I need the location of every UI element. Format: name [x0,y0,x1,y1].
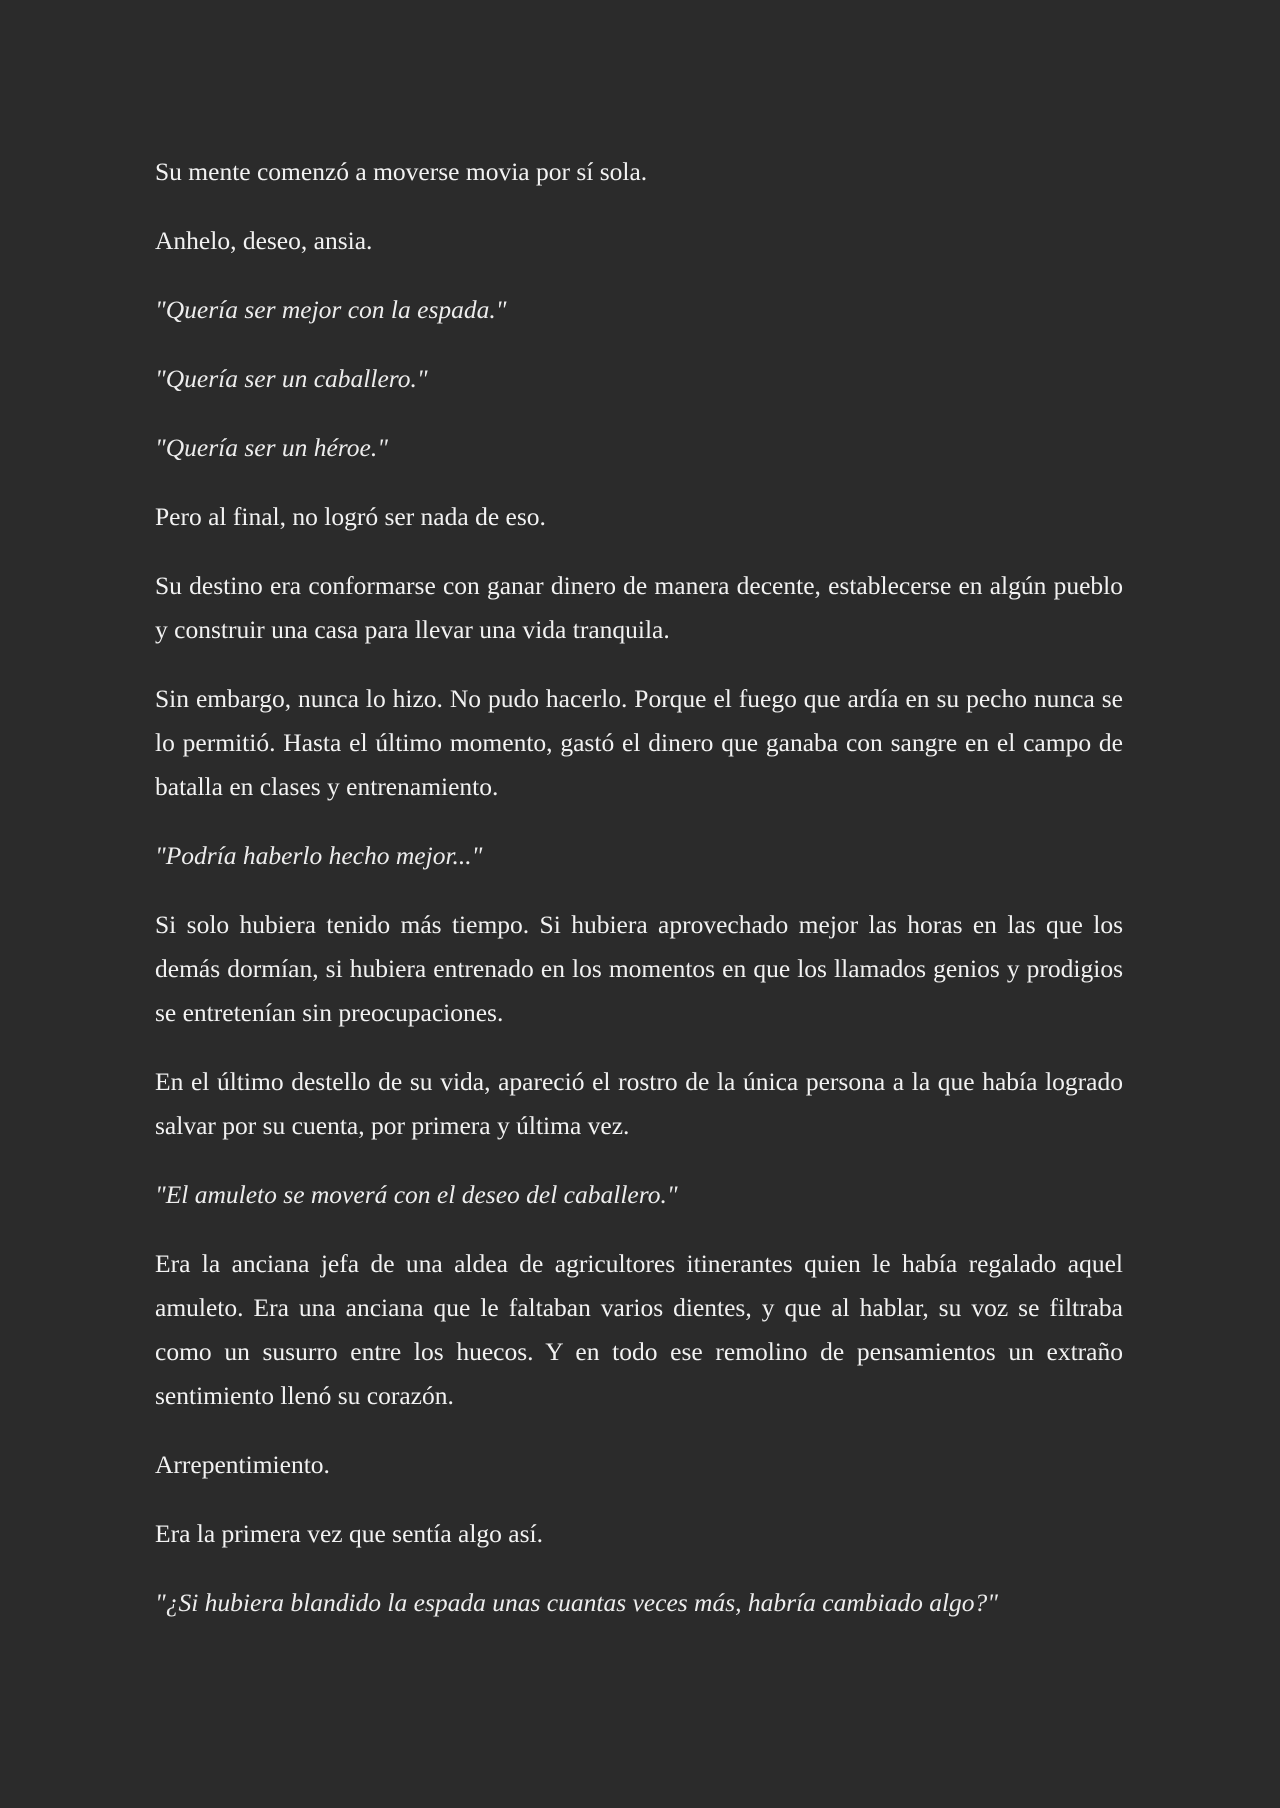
dialogue-line: "Podría haberlo hecho mejor..." [155,841,483,870]
paragraph: Su destino era conformarse con ganar dinero de manera decente, establecerse en algún pueblo y construir una casa para llevar una vida tranquila. [155,571,1123,644]
paragraph: Era la primera vez que sentía algo así. [155,1519,543,1548]
dialogue-line: "Quería ser un caballero." [155,364,428,393]
paragraph: Si solo hubiera tenido más tiempo. Si hubiera aprovechado mejor las horas en las que los demás dormían, si hubiera entrenado en los momentos en que los llamados genios y prodigios se entretenían sin preocupaciones. [155,910,1123,1027]
dialogue-line: "Quería ser mejor con la espada." [155,295,507,324]
paragraph: Sin embargo, nunca lo hizo. No pudo hacerlo. Porque el fuego que ardía en su pecho nunca se lo permitió. Hasta el último momento, gastó el dinero que ganaba con sangre en el campo de batalla en clases y entrenamiento. [155,684,1123,801]
dialogue-line: "¿Si hubiera blandido la espada unas cuantas veces más, habría cambiado algo?" [155,1588,999,1617]
dialogue-line: "Quería ser un héroe." [155,433,388,462]
paragraph: En el último destello de su vida, apareció el rostro de la única persona a la que había logrado salvar por su cuenta, por primera y última vez. [155,1067,1123,1140]
paragraph: Su mente comenzó a moverse movia por sí sola. [155,157,648,186]
paragraph: Era la anciana jefa de una aldea de agricultores itinerantes quien le había regalado aquel amuleto. Era una anciana que le faltaban varios dientes, y que al hablar, su voz se filtraba como un susurro entre los huecos. Y en todo ese remolino de pensamientos un extraño sentimiento llenó su corazón. [155,1249,1123,1410]
dialogue-line: "El amuleto se moverá con el deseo del caballero." [155,1180,678,1209]
paragraph: Pero al final, no logró ser nada de eso. [155,502,546,531]
paragraph: Arrepentimiento. [155,1450,330,1479]
paragraph: Anhelo, deseo, ansia. [155,226,373,255]
text-page [155,150,1123,1650]
